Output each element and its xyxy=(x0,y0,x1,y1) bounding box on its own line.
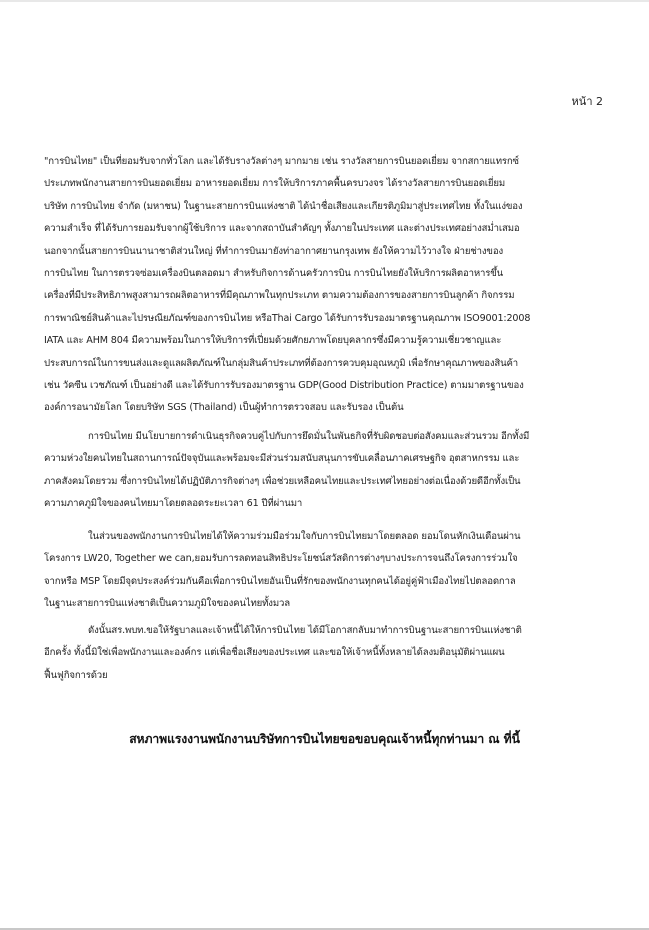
closing-statement: สหภาพแรงงานพนักงานบริษัทการบินไทยขอขอบคุณเจ้าหนี้ทุกท่านมา ณ ที่นี้ xyxy=(129,732,520,746)
paragraph-line: ประเภทพนักงานสายการบินยอดเยี่ยม อาหารยอดเยี่ยม การให้บริการภาคพื้นครบวงจร ได้รางวัลสายการบินยอดเยี่ยม xyxy=(44,178,506,190)
paragraph-line: เช่น วัคซีน เวชภัณฑ์ เป็นอย่างดี และได้รับการรับรองมาตรฐาน GDP(Good Distribution Practice) ตามมาตรฐานของ xyxy=(44,379,524,391)
paragraph-line: ประสบการณ์ในการขนส่งและดูแลผลิตภัณฑ์ในกลุ่มสินค้าประเภทที่ต้องการควบคุมอุณหภูมิ เพื่อรักษาคุณภาพของสินค้า xyxy=(44,357,519,369)
paragraph-line: ความสำเร็จ ที่ได้รับการยอมรับจากผู้ใช้บริการ และจากสถาบันสำคัญๆ ทั้งภายในประเทศ และต่างประเทศอย่างสม่ำเสมอ xyxy=(44,223,520,235)
paragraph-line: การพาณิชย์สินค้าและไปรษณียภัณฑ์ของการบินไทย หรือThai Cargo ได้รับการรับรองมาตรฐานคุณภาพ ISO9001:2008 xyxy=(44,312,531,324)
paragraph-line: IATA และ AHM 804 มีความพร้อมในการให้บริการที่เปี่ยมด้วยศักยภาพโดยบุคลากรซึ่งมีความรู้ความเชี่ยวชาญและ xyxy=(44,335,502,347)
paragraph-line: นอกจากนั้นสายการบินนานาชาติส่วนใหญ่ ที่ทำการบินมายังท่าอากาศยานกรุงเทพ ยังให้ความไว้วางใจ ฝ่ายช่างของ xyxy=(44,245,503,257)
paragraph-line: ในส่วนของพนักงานการบินไทยได้ให้ความร่วมมือร่วมใจกับการบินไทยมาโดยตลอด ยอมโดนหักเงินเดือนผ่าน xyxy=(88,531,521,542)
paragraph-line: "การบินไทย" เป็นที่ยอมรับจากทั่วโลก และได้รับรางวัลต่างๆ มากมาย เช่น รางวัลสายการบินยอดเยี่ยม จากสกายแทรกซ์ xyxy=(44,156,519,167)
paragraph-line: ความภาคภูมิใจของคนไทยมาโดยตลอดระยะเวลา 61 ปีที่ผ่านมา xyxy=(44,498,303,510)
paragraph-2 xyxy=(44,426,604,516)
paragraph-line: การบินไทย มีนโยบายการดำเนินธุรกิจควบคู่ไปกับการยึดมั่นในพันธกิจที่รับผิดชอบต่อสังคมและส่วนรวม อีกทั้งมี xyxy=(88,431,530,442)
paragraph-line: ฟื้นฟูกิจการด้วย xyxy=(44,669,108,681)
paragraph-line: ความห่วงใยคนไทยในสถานการณ์ปัจจุบันและพร้อมจะมีส่วนร่วมสนับสนุนการขับเคลื่อนภาคเศรษฐกิจ อุตสาหกรรม และ xyxy=(44,453,520,465)
paragraph-4 xyxy=(44,620,604,687)
paragraph-line: บริษัท การบินไทย จำกัด (มหาชน) ในฐานะสายการบินแห่งชาติ ได้นำชื่อเสียงและเกียรติภูมิมาสู่ประเทศไทย ทั้งในแง่ของ xyxy=(44,200,523,212)
paragraph-line: โครงการ LW20, Together we can,ยอมรับการลดทอนสิทธิประโยชน์สวัสดิการต่างๆบางประการจนถึงโครงการร่วมใจ xyxy=(44,553,518,565)
paragraph-line: ในฐานะสายการบินแห่งชาติเป็นความภูมิใจของคนไทยทั้งมวล xyxy=(44,598,290,610)
paragraph-line: องค์การอนามัยโลก โดยบริษัท SGS (Thailand) เป็นผู้ทำการตรวจสอบ และรับรอง เป็นต้น xyxy=(44,402,404,414)
paragraph-line: จากหรือ MSP โดยมีจุดประสงค์ร่วมกันคือเพื่อการบินไทยอันเป็นที่รักของพนักงานทุกคนได้อยู่คู่ฟ้าเมืองไทยไปตลอดกาล xyxy=(44,575,516,587)
paragraph-line: ภาคสังคมโดยรวม ซึ่งการบินไทยได้ปฏิบัติภารกิจต่างๆ เพื่อช่วยเหลือคนไทยและประเทศไทยอย่างต่อเนื่องด้วยดีอีกทั้งเป็น xyxy=(44,475,521,487)
paragraph-line: ดังนั้นสร.พบท.ขอให้รัฐบาลและเจ้าหนี้ได้ให้การบินไทย ได้มีโอกาสกลับมาทำการบินฐานะสายการบินแห่งชาติ xyxy=(88,625,522,636)
paragraph-3 xyxy=(44,526,604,616)
page-number: หน้า 2 xyxy=(571,95,603,108)
paragraph-line: อีกครั้ง ทั้งนี้มิใช่เพื่อพนักงานและองค์กร แต่เพื่อชื่อเสียงของประเทศ และขอให้เจ้าหนี้ทั้งหลายได้ลงมติอนุมัติผ่านแผน xyxy=(44,647,505,659)
paragraph-line: เครื่องที่มีประสิทธิภาพสูงสามารถผลิตอาหารที่มีคุณภาพในทุกประเภท ตามความต้องการของสายการบินลูกค้า กิจกรรม xyxy=(44,290,515,302)
paragraph-1 xyxy=(44,151,604,420)
paragraph-line: การบินไทย ในการตรวจซ่อมเครื่องบินตลอดมา สำหรับกิจการด้านครัวการบิน การบินไทยยังให้บริการผลิตอาหารขึ้น xyxy=(44,267,504,279)
